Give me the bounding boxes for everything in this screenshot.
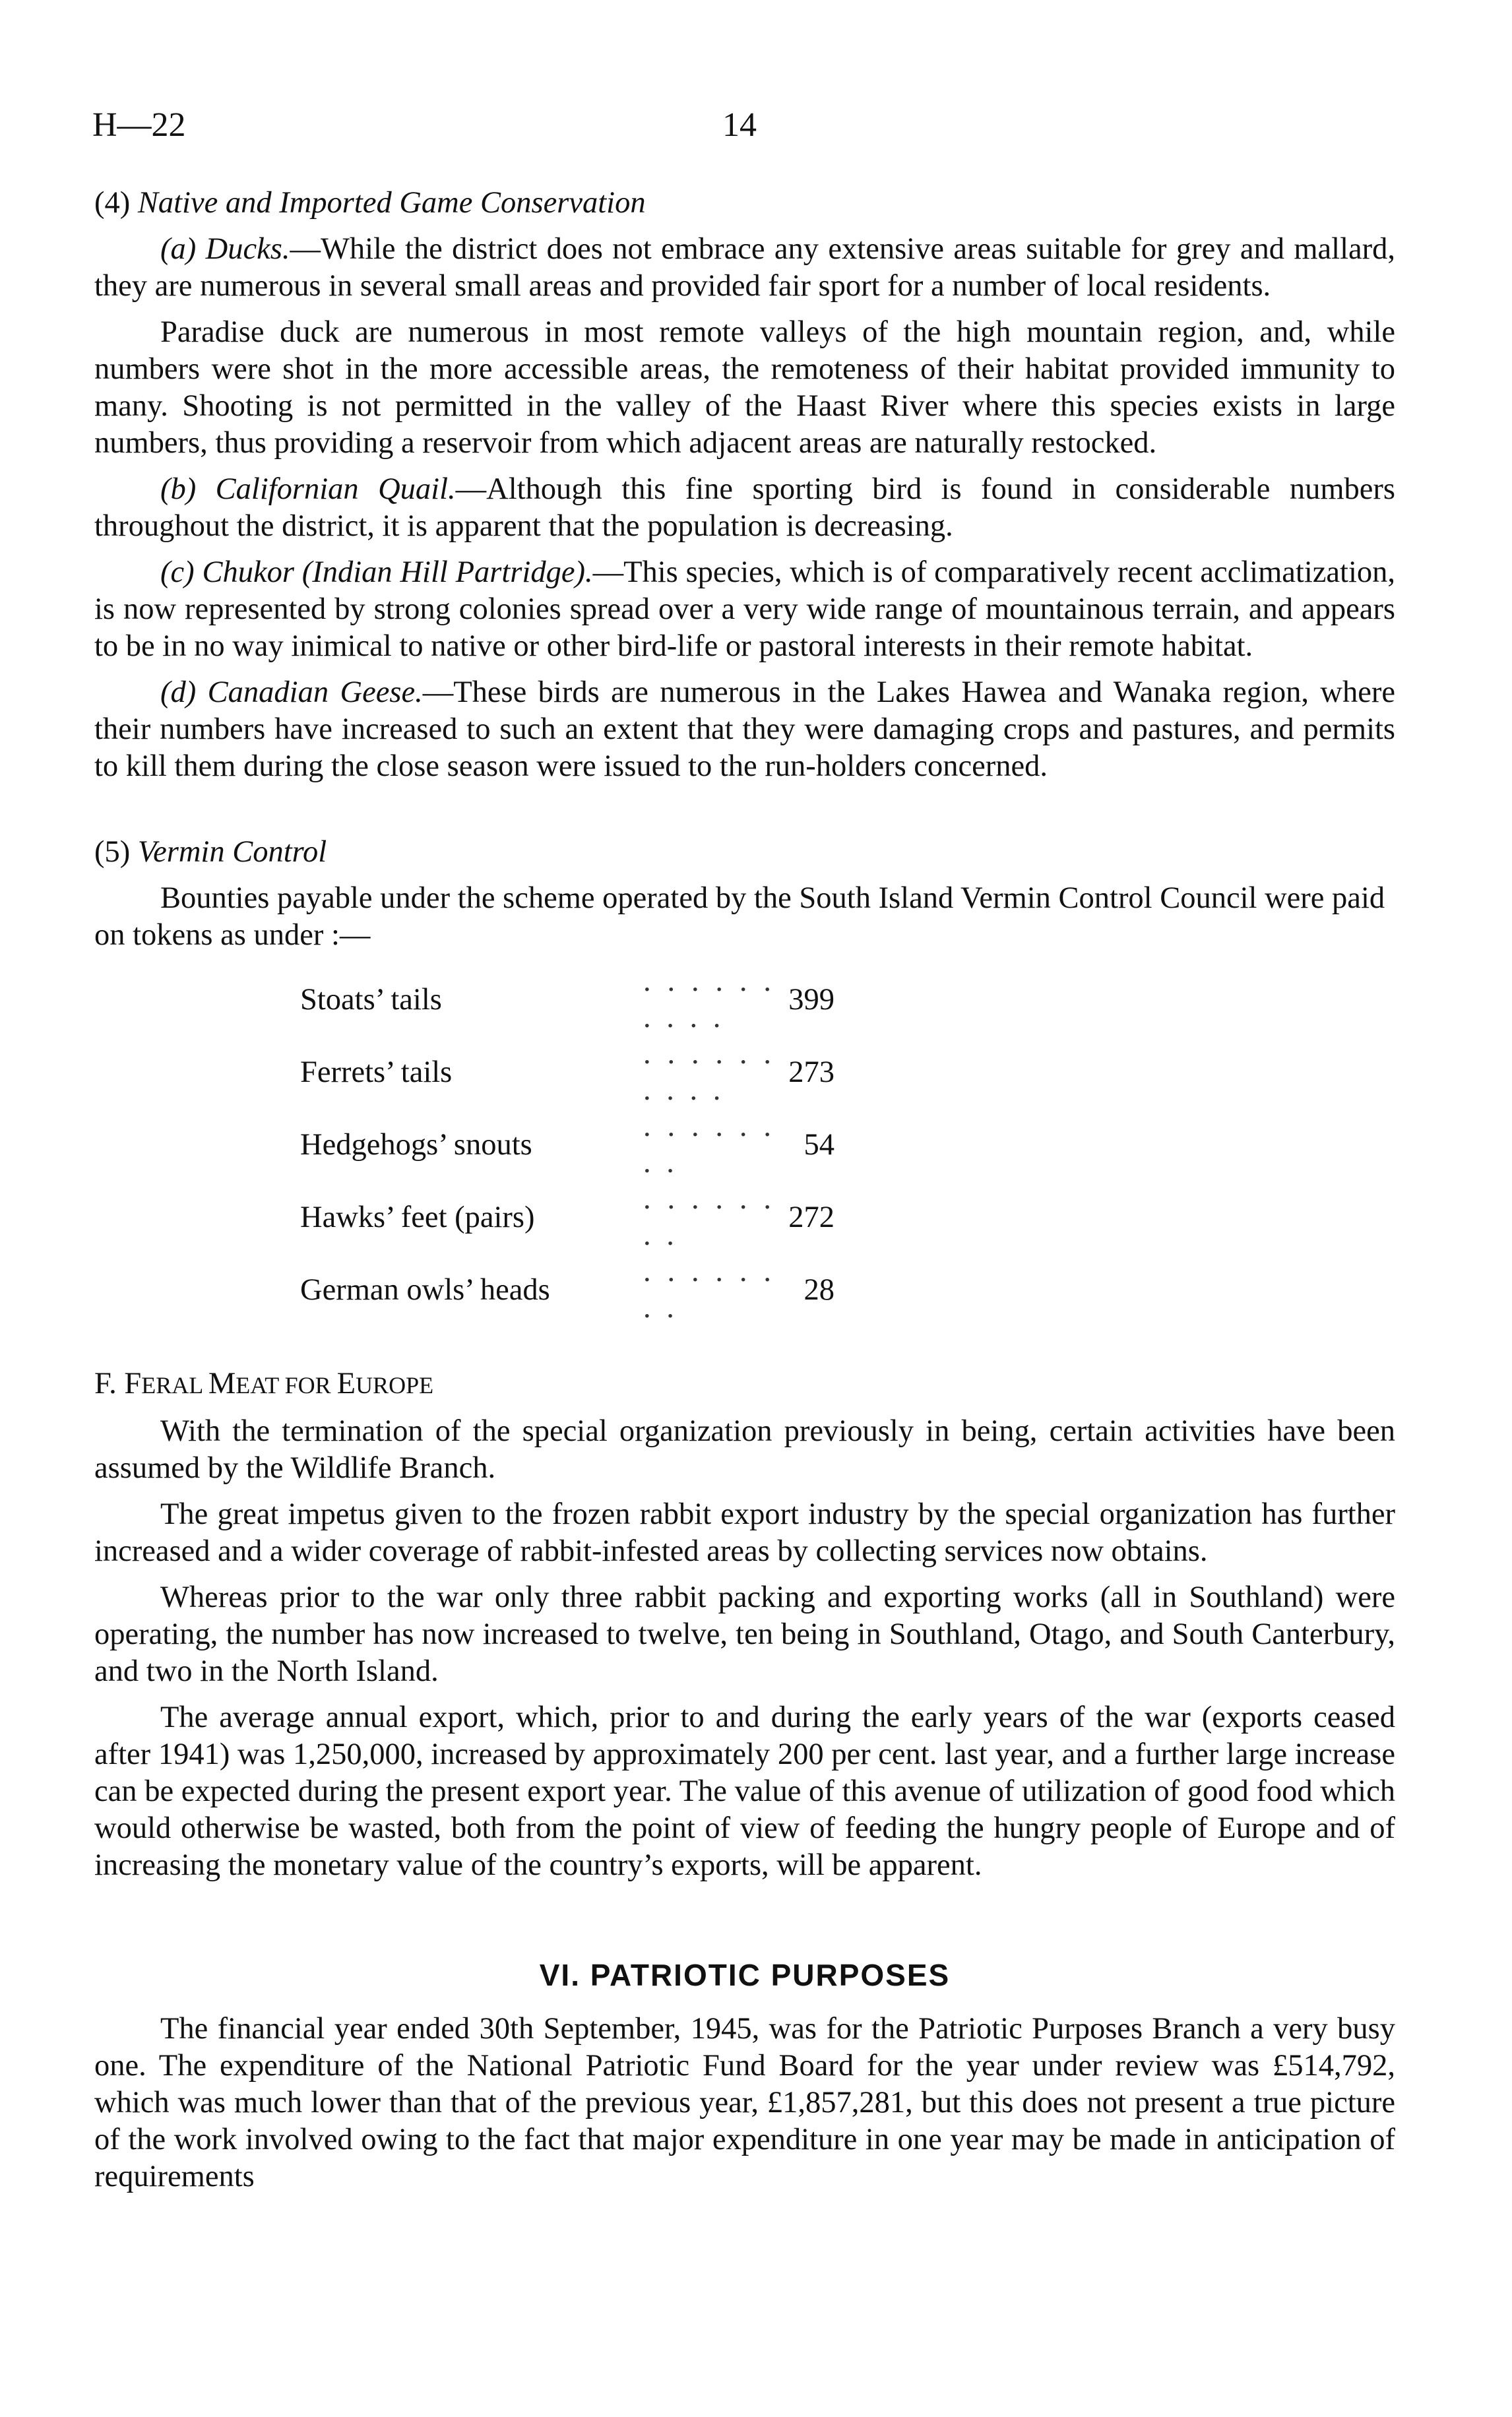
table-row — [300, 963, 835, 1036]
paragraph-paradise-duck: Paradise duck are numerous in most remote valleys of the high mountain region, and, while numbers were shot in the more accessible areas, the remoteness of their habitat provided immunity to many. Shooting is not permitted in the valley of the Haast River where this species exists in large numbers, thus providing a reservoir from which adjacent areas are naturally restocked. — [94, 315, 1395, 460]
paragraph-f-4: The average annual export, which, prior to and during the early years of the war (exports ceased after 1941) was 1,250,000, increased by approximately 200 per cent. last year, and a further large increase can be expected during the present export year. The value of this avenue of utilization of good food which would otherwise be wasted, both from the point of view of feeding the hungry people of Europe and of increasing the monetary value of the country’s exports, will be apparent. — [94, 1701, 1395, 1882]
section-f-heading — [94, 1365, 1395, 1404]
leader-dots: . . . . . . . . . . — [643, 964, 775, 1034]
paragraph-bounties-intro: Bounties payable under the scheme operated by the South Island Vermin Control Council were paid on tokens as under :— — [94, 881, 1385, 952]
section-f-title — [124, 1367, 433, 1400]
section-4-title: Native and Imported Game Conservation — [137, 186, 646, 220]
title-smallcaps: EAT FOR — [236, 1372, 337, 1398]
paragraph-quail — [94, 471, 1395, 545]
bounty-label: German owls’ heads — [300, 1272, 550, 1307]
geese-label: (d) — [160, 675, 197, 709]
bounty-value: 54 — [803, 1127, 835, 1162]
ducks-heading: Ducks. — [205, 232, 290, 266]
leader-dots: . . . . . . . . . . — [643, 1037, 775, 1107]
page-number: 14 — [722, 106, 757, 144]
chapter-heading-vi: VI. PATRIOTIC PURPOSES — [539, 1958, 951, 1992]
section-5-heading — [94, 834, 1395, 871]
bounty-value: 28 — [803, 1272, 835, 1307]
bounty-label: Stoats’ tails — [300, 982, 442, 1017]
leader-dots: . . . . . . . . — [643, 1110, 775, 1179]
bounty-value: 273 — [788, 1055, 835, 1089]
table-row — [300, 1108, 835, 1181]
title-cap: E — [336, 1367, 356, 1400]
leader-dots: . . . . . . . . — [643, 1255, 775, 1325]
ducks-text: —While the district does not embrace any extensive areas suitable for grey and mallard, they are numerous in several small areas and provided fair sport for a number of local residents. — [94, 232, 1395, 303]
section-5-title: Vermin Control — [137, 835, 327, 869]
section-4-number: (4) — [94, 186, 131, 220]
chukor-text: —This species, which is of comparatively recent acclimatization, is now represented by strong colonies spread over a very wide range of mountainous terrain, and appears to be in no way inimical to native or other bird-life or pastoral interests in their remote habitat. — [94, 555, 1395, 663]
paragraph-f-2: The great impetus given to the frozen rabbit export industry by the special organization has further increased and a wider coverage of rabbit-infested areas by collecting services now obtains. — [94, 1497, 1395, 1568]
bounty-label: Hawks’ feet (pairs) — [300, 1200, 535, 1234]
quail-heading: Californian Quail. — [215, 472, 456, 506]
bounty-label: Ferrets’ tails — [300, 1055, 453, 1089]
title-smallcaps: UROPE — [356, 1372, 434, 1398]
page-body — [94, 185, 1395, 2195]
ducks-label: (a) — [160, 232, 197, 266]
paragraph-geese — [94, 674, 1395, 785]
geese-heading: Canadian Geese. — [207, 675, 423, 709]
spacer — [94, 1884, 1395, 1957]
bounty-value: 272 — [788, 1200, 835, 1234]
bounty-value: 399 — [788, 982, 835, 1017]
title-smallcaps: ERAL — [141, 1372, 208, 1398]
table-row — [300, 1253, 835, 1326]
document-reference: H—22 — [92, 106, 186, 144]
section-4-heading — [94, 185, 1395, 222]
page-header — [92, 106, 1412, 152]
bounties-table — [300, 963, 835, 1326]
title-cap: M — [208, 1367, 236, 1400]
bounty-label: Hedgehogs’ snouts — [300, 1127, 532, 1162]
paragraph-ducks — [94, 231, 1395, 305]
spacer — [94, 1326, 1395, 1365]
quail-text: —Although this fine sporting bird is found in considerable numbers throughout the district, it is apparent that the population is decreasing. — [94, 472, 1395, 543]
table-row — [300, 1181, 835, 1253]
paragraph-chukor — [94, 554, 1395, 665]
title-cap: F — [124, 1367, 142, 1400]
table-row — [300, 1036, 835, 1108]
paragraph-vi-1: The financial year ended 30th September, 1945, was for the Patriotic Purposes Branch a very busy one. The expenditure of the National Patriotic Fund Board for the year under review was £514,792, which was much lower than that of the previous year, £1,857,281, but this does not present a true picture of the work involved owing to the fact that major expenditure in one year may be made in anticipation of requirements — [94, 2012, 1395, 2193]
paragraph-f-3: Whereas prior to the war only three rabbit packing and exporting works (all in Southland) were operating, the number has now increased to twelve, ten being in Southland, Otago, and South Canterbury, and two in the North Island. — [94, 1581, 1395, 1688]
chukor-heading: Chukor (Indian Hill Partridge). — [202, 555, 593, 589]
quail-label: (b) — [160, 472, 197, 506]
section-f-letter: F. — [94, 1367, 117, 1400]
paragraph-f-1: With the termination of the special organization previously in being, certain activities have been assumed by the Wildlife Branch. — [94, 1414, 1395, 1485]
leader-dots: . . . . . . . . — [643, 1182, 775, 1252]
spacer — [94, 785, 1395, 834]
section-5-number: (5) — [94, 835, 131, 869]
chukor-label: (c) — [160, 555, 195, 589]
geese-text: —These birds are numerous in the Lakes Hawea and Wanaka region, where their numbers have increased to such an extent that they were damaging crops and pastures, and permits to kill them during the close season were issued to the run-holders concerned. — [94, 675, 1396, 783]
